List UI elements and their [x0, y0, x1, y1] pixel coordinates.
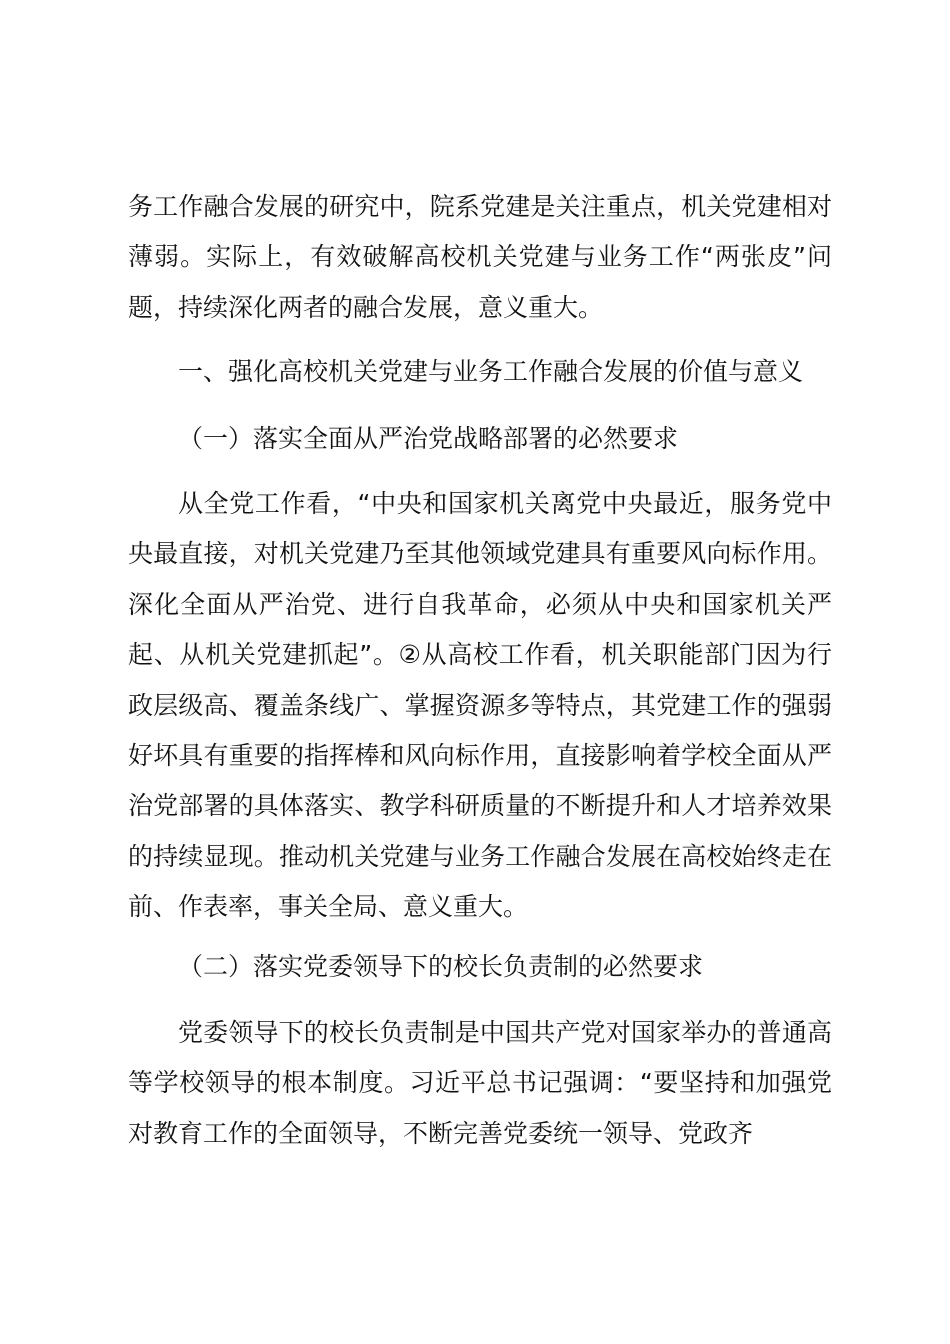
section-heading-text: 一、强化高校机关党建与业务工作融合发展的价值与意义: [178, 357, 804, 386]
section-heading-1: [128, 347, 832, 397]
paragraph-continuation: [128, 182, 832, 333]
subsection-heading-1-2: [128, 942, 832, 992]
paragraph-text: 从全党工作看，“中央和国家机关离党中央最近，服务党中央最直接，对机关党建乃至其他领域党建具有重要风向标作用。深化全面从严治党、进行自我革命，必须从中央和国家机关严起、从机关党建抓起”。②从高校工作看，机关职能部门因为行政层级高、覆盖条线广、掌握资源多等特点，其党建工作的强弱好坏具有重要的指挥棒和风向标作用，直接影响着学校全面从严治党部署的具体落实、教学科研质量的不断提升和人才培养效果的持续显现。推动机关党建与业务工作融合发展在高校始终走在前、作表率，事关全局、意义重大。: [128, 489, 832, 922]
paragraph-text: 党委领导下的校长负责制是中国共产党对国家举办的普通高等学校领导的根本制度。习近平总书记强调：“要坚持和加强党对教育工作的全面领导，不断完善党委统一领导、党政齐: [128, 1018, 832, 1148]
subsection-heading-1-1: [128, 414, 832, 464]
paragraph-text: 务工作融合发展的研究中，院系党建是关注重点，机关党建相对薄弱。实际上，有效破解高校机关党建与业务工作“两张皮”问题，持续深化两者的融合发展，意义重大。: [128, 192, 832, 322]
paragraph-body-1: [128, 479, 832, 933]
paragraph-body-2: [128, 1008, 832, 1159]
subsection-heading-text: （一）落实全面从严治党战略部署的必然要求: [178, 424, 679, 453]
subsection-heading-text: （二）落实党委领导下的校长负责制的必然要求: [178, 952, 704, 981]
